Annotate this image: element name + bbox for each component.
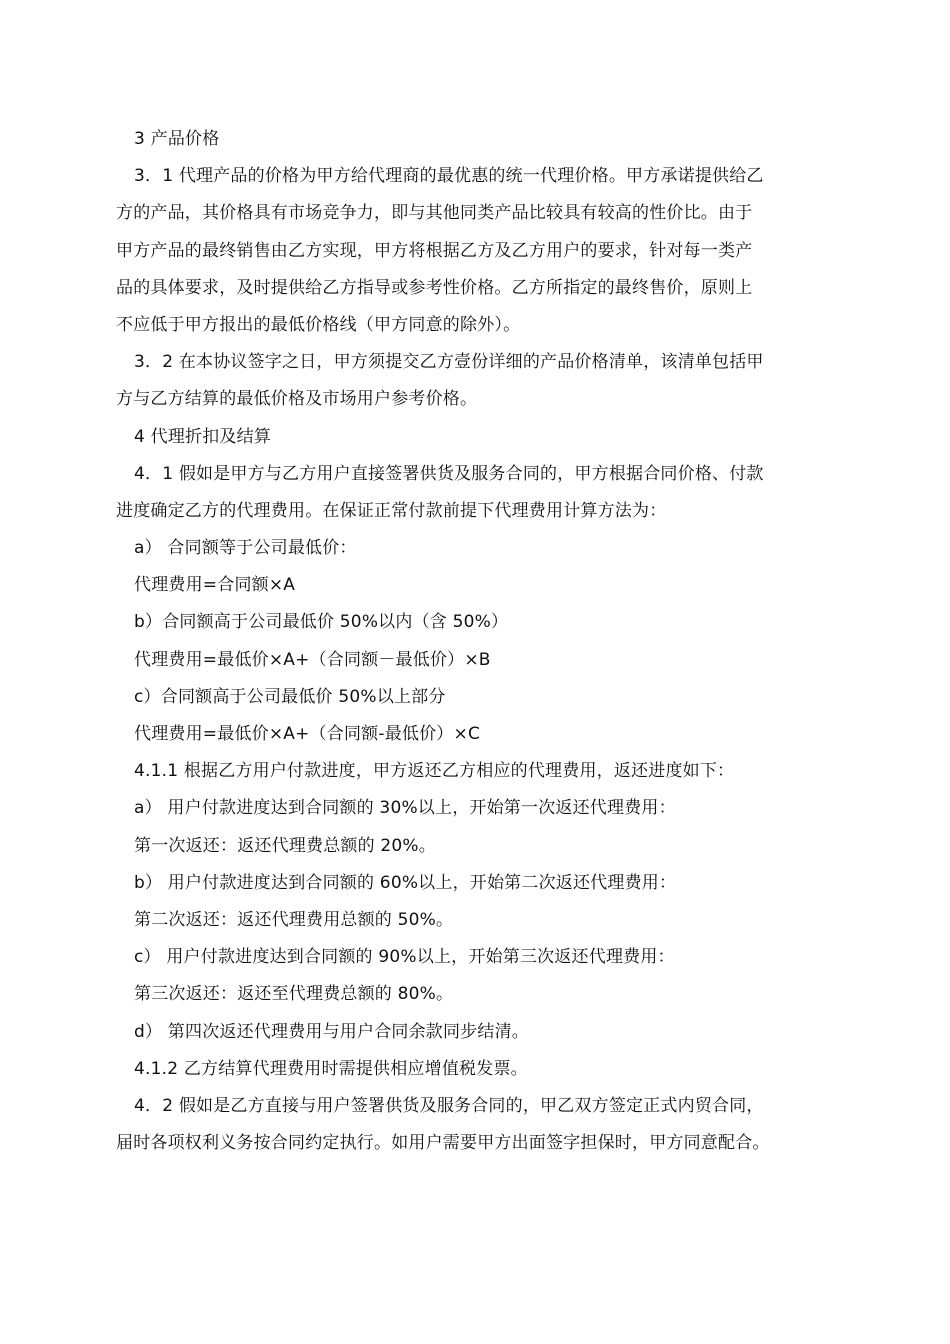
list-item: c）合同额高于公司最低价 50%以上部分 bbox=[134, 686, 446, 707]
paragraph-line: 第二次返还：返还代理费用总额的 50%。 bbox=[134, 909, 454, 930]
paragraph-line: 品的具体要求，及时提供给乙方指导或参考性价格。乙方所指定的最终售价，原则上 bbox=[116, 277, 753, 298]
section-heading-3: 3 产品价格 bbox=[134, 129, 220, 149]
paragraph-line: 第一次返还：返还代理费总额的 20%。 bbox=[134, 835, 436, 856]
paragraph-line: 4．1 假如是甲方与乙方用户直接签署供货及服务合同的，甲方根据合同价格、付款 bbox=[134, 463, 764, 484]
list-item: c） 用户付款进度达到合同额的 90%以上，开始第三次返还代理费用： bbox=[134, 947, 675, 968]
paragraph-line: 第三次返还：返还至代理费总额的 80%。 bbox=[134, 984, 454, 1005]
section-heading-4: 4 代理折扣及结算 bbox=[134, 426, 272, 447]
list-item: b）合同额高于公司最低价 50%以内（含 50%） bbox=[134, 612, 509, 633]
list-item: b） 用户付款进度达到合同额的 60%以上，开始第二次返还代理费用： bbox=[134, 872, 677, 893]
paragraph-line: 届时各项权利义务按合同约定执行。如用户需要甲方出面签字担保时，甲方同意配合。 bbox=[116, 1133, 770, 1154]
paragraph-line: 甲方产品的最终销售由乙方实现，甲方将根据乙方及乙方用户的要求，针对每一类产 bbox=[116, 240, 753, 261]
paragraph-line: 进度确定乙方的代理费用。在保证正常付款前提下代理费用计算方法为： bbox=[116, 500, 667, 521]
paragraph-line: 方与乙方结算的最低价格及市场用户参考价格。 bbox=[116, 389, 478, 410]
paragraph-line: 3．2 在本协议签字之日，甲方须提交乙方壹份详细的产品价格清单，该清单包括甲 bbox=[134, 352, 764, 373]
paragraph-line: 4．2 假如是乙方直接与用户签署供货及服务合同的，甲乙双方签定正式内贸合同， bbox=[134, 1095, 764, 1116]
formula-line: 代理费用=合同额×A bbox=[134, 575, 296, 596]
paragraph-line: 不应低于甲方报出的最低价格线（甲方同意的除外）。 bbox=[116, 314, 521, 335]
document-body bbox=[116, 121, 856, 1162]
formula-line: 代理费用=最低价×A+（合同额-最低价）×C bbox=[134, 724, 481, 744]
paragraph-line: 方的产品，其价格具有市场竞争力，即与其他同类产品比较具有较高的性价比。由于 bbox=[116, 203, 753, 224]
list-item: d） 第四次返还代理费用与用户合同余款同步结清。 bbox=[134, 1021, 529, 1042]
paragraph-line: 4.1.2 乙方结算代理费用时需提供相应增值税发票。 bbox=[134, 1058, 528, 1079]
paragraph-line: 3．1 代理产品的价格为甲方给代理商的最优惠的统一代理价格。甲方承诺提供给乙 bbox=[134, 166, 764, 187]
list-item: a） 合同额等于公司最低价： bbox=[134, 538, 357, 559]
formula-line: 代理费用=最低价×A+（合同额－最低价）×B bbox=[134, 649, 491, 670]
list-item: a） 用户付款进度达到合同额的 30%以上，开始第一次返还代理费用： bbox=[134, 798, 676, 819]
paragraph-line: 4.1.1 根据乙方用户付款进度，甲方返还乙方相应的代理费用，返还进度如下： bbox=[134, 761, 735, 782]
